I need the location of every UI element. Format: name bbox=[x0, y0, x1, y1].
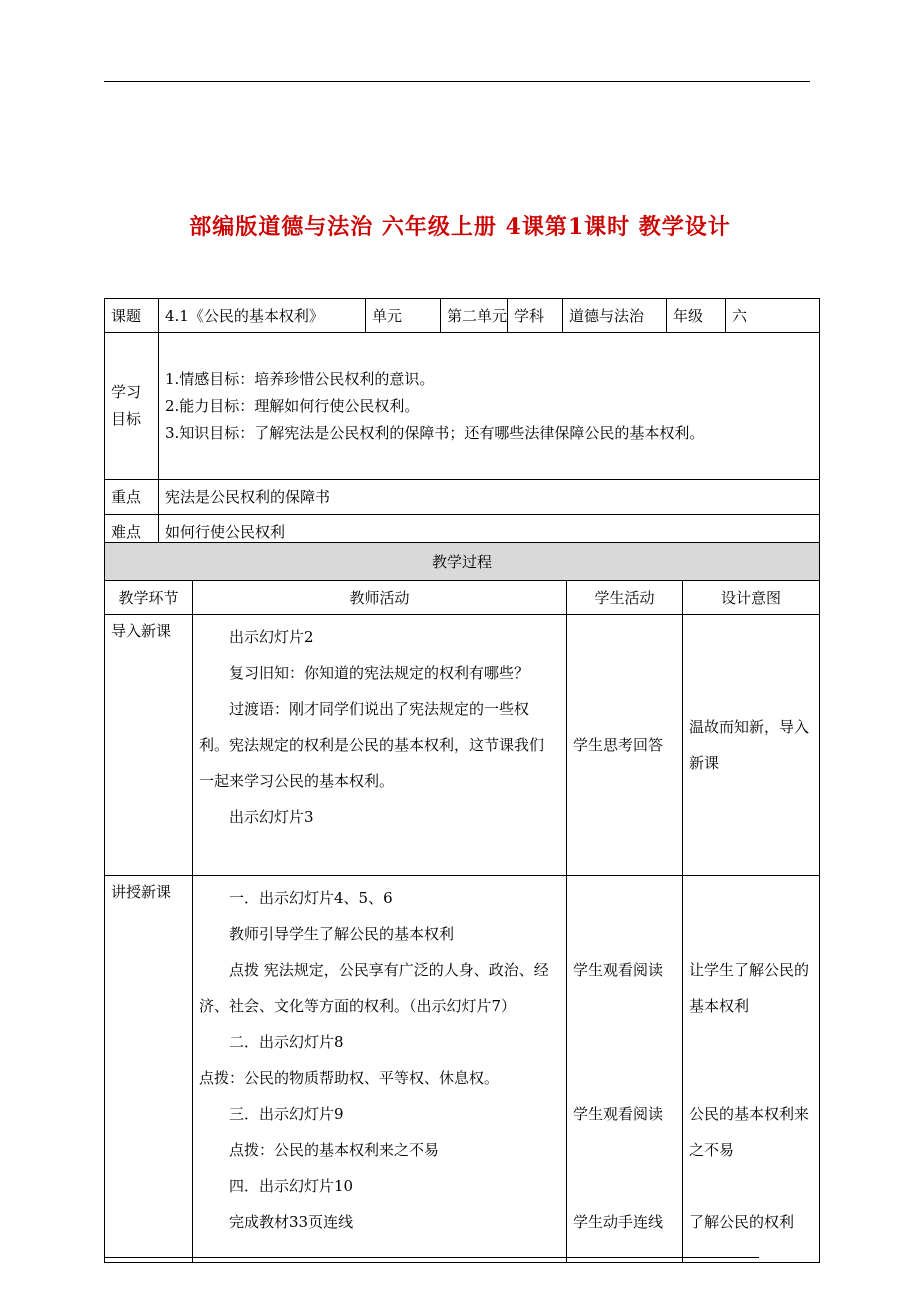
goal-item: 1.情感目标：培养珍惜公民权利的意识。 bbox=[165, 369, 435, 388]
grade-value: 六 bbox=[726, 299, 820, 333]
student-activity-item: 学生动手连线 bbox=[573, 1213, 664, 1231]
intent-item: 了解公民的权利 bbox=[689, 1213, 795, 1231]
intro-step: 出示幻灯片2 bbox=[229, 628, 314, 646]
teach-teacher-activity bbox=[193, 876, 567, 1263]
intro-stage: 导入新课 bbox=[105, 615, 193, 876]
teach-step: 点拨 宪法规定，公民享有广泛的人身、政治、经济、社会、文化等方面的权利。（出示幻灯片7） bbox=[199, 961, 549, 1015]
teaching-process-table bbox=[104, 542, 820, 1263]
intro-step: 复习旧知：你知道的宪法规定的权利有哪些？ bbox=[229, 664, 530, 682]
unit-label: 单元 bbox=[366, 299, 441, 333]
intro-design-intent: 温故而知新，导入新课 bbox=[683, 615, 820, 876]
teach-step: 教师引导学生了解公民的基本权利 bbox=[229, 925, 455, 943]
teach-student-activity bbox=[567, 876, 683, 1263]
intent-item: 公民的基本权利来之不易 bbox=[689, 1105, 810, 1159]
header-teacher: 教师活动 bbox=[193, 581, 567, 615]
difficulty-label: 难点 bbox=[105, 515, 159, 550]
intro-teacher-activity bbox=[193, 615, 567, 876]
document-title: 部编版道德与法治 六年级上册 4课第1课时 教学设计 bbox=[189, 214, 731, 240]
subject-label: 学科 bbox=[508, 299, 563, 333]
goal-item: 2.能力目标：理解如何行使公民权利。 bbox=[165, 396, 420, 415]
intent-item: 让学生了解公民的基本权利 bbox=[689, 961, 810, 1015]
goals-label-line-1: 学习 bbox=[111, 383, 142, 401]
footer-rule bbox=[104, 1257, 759, 1258]
header-stage: 教学环节 bbox=[105, 581, 193, 615]
goals-label-line-2: 目标 bbox=[111, 410, 142, 428]
teach-step: 点拨：公民的物质帮助权、平等权、休息权。 bbox=[199, 1069, 500, 1087]
difficulty-value: 如何行使公民权利 bbox=[159, 515, 820, 550]
teach-step: 三．出示幻灯片9 bbox=[229, 1105, 344, 1123]
process-section-title: 教学过程 bbox=[105, 543, 820, 581]
teach-step: 一．出示幻灯片4、5、6 bbox=[229, 889, 393, 907]
lesson-info-table bbox=[104, 298, 820, 550]
goals-list bbox=[159, 333, 820, 480]
teach-step: 二．出示幻灯片8 bbox=[229, 1033, 344, 1051]
lesson-label: 课题 bbox=[105, 299, 159, 333]
teach-step: 点拨：公民的基本权利来之不易 bbox=[229, 1141, 440, 1159]
teach-step: 完成教材33页连线 bbox=[229, 1213, 354, 1231]
teach-stage: 讲授新课 bbox=[105, 876, 193, 1263]
student-activity-item: 学生观看阅读 bbox=[573, 961, 664, 979]
subject-value: 道德与法治 bbox=[563, 299, 667, 333]
teach-design-intent bbox=[683, 876, 820, 1263]
key-point-label: 重点 bbox=[105, 480, 159, 515]
grade-label: 年级 bbox=[667, 299, 726, 333]
intro-step: 出示幻灯片3 bbox=[229, 808, 314, 826]
intro-step: 过渡语：刚才同学们说出了宪法规定的一些权利。宪法规定的权利是公民的基本权利，这节课我们一起来学习公民的基本权利。 bbox=[199, 700, 545, 790]
key-point-value: 宪法是公民权利的保障书 bbox=[159, 480, 820, 515]
goals-label bbox=[105, 333, 159, 480]
header-rule bbox=[104, 81, 810, 82]
student-activity-item: 学生观看阅读 bbox=[573, 1105, 664, 1123]
lesson-value: 4.1《公民的基本权利》 bbox=[159, 299, 366, 333]
intro-student-activity: 学生思考回答 bbox=[567, 615, 683, 876]
unit-value: 第二单元 bbox=[441, 299, 508, 333]
header-intent: 设计意图 bbox=[683, 581, 820, 615]
header-student: 学生活动 bbox=[567, 581, 683, 615]
goal-item: 3.知识目标：了解宪法是公民权利的保障书；还有哪些法律保障公民的基本权利。 bbox=[165, 423, 705, 442]
teach-step: 四．出示幻灯片10 bbox=[229, 1177, 354, 1195]
